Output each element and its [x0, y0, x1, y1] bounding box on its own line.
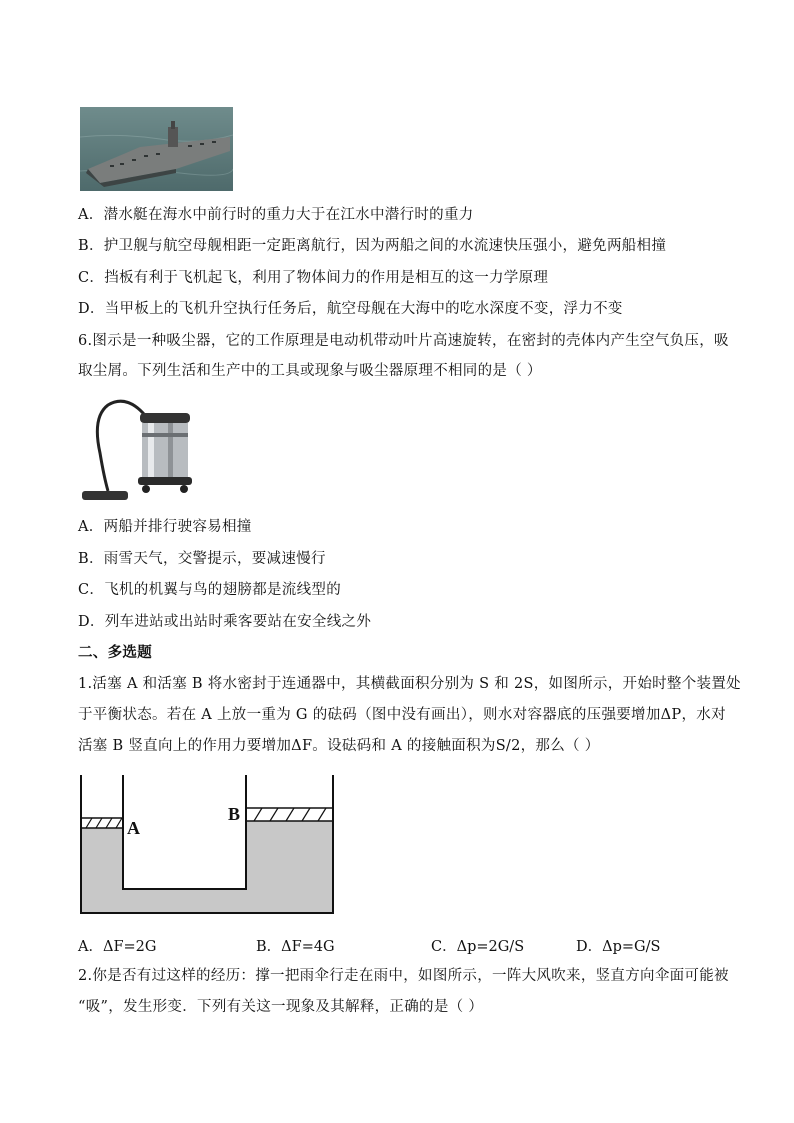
mq2-stem-line-1: 2.你是否有过这样的经历：撑一把雨伞行走在雨中，如图所示，一阵大风吹来，竖直方向伞面可能被: [78, 968, 729, 984]
aircraft-carrier-photo: [80, 107, 233, 191]
vacuum-cleaner-photo: [78, 391, 196, 509]
mq1-option-a: A．ΔF=2G: [78, 939, 157, 955]
mq2-stem-line-2: “吸”，发生形变．下列有关这一现象及其解释，正确的是（ ）: [78, 999, 484, 1015]
mq1-stem-line-2: 于平衡状态。若在 A 上放一重为 G 的砝码（图中没有画出），则水对容器底的压强要增加ΔP，水对: [78, 707, 726, 723]
mq1-stem-line-1: 1.活塞 A 和活塞 B 将水密封于连通器中，其横截面积分别为 S 和 2S，如图所示，开始时整个装置处: [78, 676, 741, 692]
section-heading: 二、多选题: [78, 645, 152, 661]
connected-vessels-diagram: [78, 773, 340, 915]
q5-option-d: D．当甲板上的飞机升空执行任务后，航空母舰在大海中的吃水深度不变，浮力不变: [78, 301, 623, 317]
mq1-option-d: D．Δp=G/S: [576, 939, 661, 955]
q5-option-a: A．潜水艇在海水中前行时的重力大于在江水中潜行时的重力: [78, 207, 474, 223]
q6-option-a: A．两船并排行驶容易相撞: [78, 519, 252, 535]
q6-option-c: C．飞机的机翼与鸟的翅膀都是流线型的: [78, 582, 341, 598]
piston-b-label: B: [228, 804, 241, 824]
q6-option-b: B．雨雪天气，交警提示，要减速慢行: [78, 551, 326, 567]
q6-stem-line-1: 6.图示是一种吸尘器，它的工作原理是电动机带动叶片高速旋转，在密封的壳体内产生空气负压，吸: [78, 333, 729, 349]
mq1-option-c: C．Δp=2G/S: [431, 939, 525, 955]
mq1-stem-line-3: 活塞 B 竖直向上的作用力要增加ΔF。设砝码和 A 的接触面积为S/2，那么（ ）: [78, 738, 600, 754]
piston-a-label: A: [127, 818, 140, 838]
q6-option-d: D．列车进站或出站时乘客要站在安全线之外: [78, 614, 372, 630]
mq1-option-b: B．ΔF=4G: [256, 939, 335, 955]
q5-option-b: B．护卫舰与航空母舰相距一定距离航行，因为两船之间的水流速快压强小，避免两船相撞: [78, 238, 667, 254]
q5-option-c: C．挡板有利于飞机起飞，利用了物体间力的作用是相互的这一力学原理: [78, 270, 549, 286]
q6-stem-line-2: 取尘屑。下列生活和生产中的工具或现象与吸尘器原理不相同的是（ ）: [78, 363, 542, 379]
